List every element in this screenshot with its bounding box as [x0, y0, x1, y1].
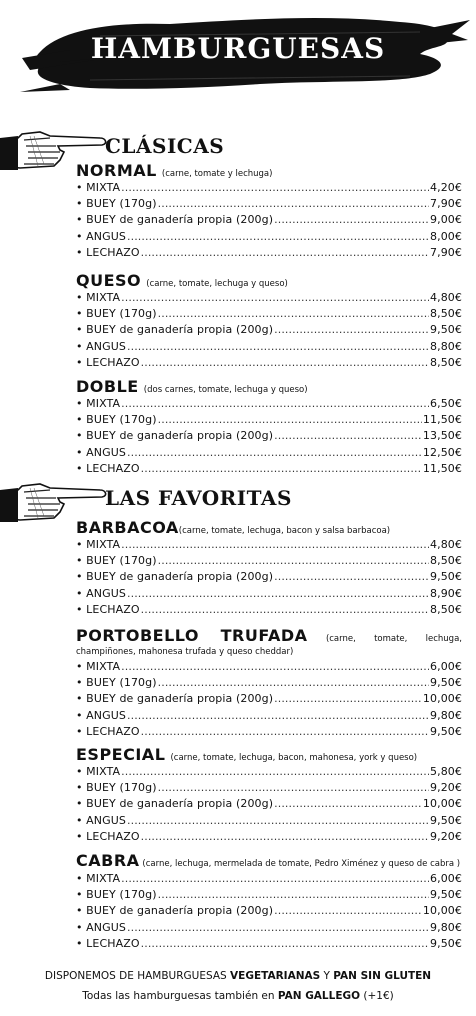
variant-price: 9,80€	[430, 920, 462, 934]
variant-price: 9,00€	[430, 213, 462, 227]
variant-price: 9,50€	[430, 676, 462, 690]
variant-label: • MIXTA	[76, 660, 121, 673]
variant-label: • LECHAZO	[76, 461, 140, 475]
variant-price: 8,50€	[430, 554, 462, 568]
footer-text: Todas las hamburguesas también en	[82, 990, 278, 1002]
price-row	[76, 813, 462, 829]
variant-price: 9,50€	[430, 888, 462, 902]
variant-label: • ANGUS	[76, 813, 126, 827]
variant-label: • BUEY de ganadería propia (200g)	[76, 797, 274, 811]
price-row	[76, 829, 462, 845]
variant-price: 6,50€	[430, 397, 462, 410]
price-row	[76, 796, 462, 812]
variant-label: • BUEY de ganadería propia (200g)	[76, 570, 274, 584]
price-row	[76, 675, 462, 691]
variant-label: • LECHAZO	[76, 936, 140, 950]
variant-label: • ANGUS	[76, 229, 126, 243]
price-row	[76, 322, 462, 338]
price-row	[76, 569, 462, 585]
burger-description: (dos carnes, tomate, lechuga y queso)	[143, 385, 308, 395]
variant-price: 6,00€	[430, 872, 462, 885]
variant-price: 8,50€	[430, 602, 462, 616]
variant-label: • MIXTA	[76, 397, 121, 410]
variant-price: 8,90€	[430, 586, 462, 600]
burger-name: DOBLE	[76, 377, 139, 396]
variant-label: • BUEY (170g)	[76, 307, 157, 321]
variant-label: • BUEY (170g)	[76, 554, 157, 568]
burger-name: BARBACOA	[76, 518, 179, 537]
variant-price: 9,50€	[430, 570, 462, 584]
variant-label: • BUEY (170g)	[76, 781, 157, 795]
footer-note-bread	[0, 990, 476, 1002]
variant-price: 7,90€	[430, 245, 462, 259]
price-row	[76, 396, 462, 412]
burger-name: CABRA	[76, 851, 140, 870]
burger-barbacoa	[76, 519, 462, 618]
price-row	[76, 708, 462, 724]
variant-price: 8,50€	[430, 355, 462, 369]
variant-price: 9,50€	[430, 323, 462, 337]
price-row	[76, 724, 462, 740]
variant-price: 7,90€	[430, 197, 462, 211]
variant-label: • LECHAZO	[76, 355, 140, 369]
price-row	[76, 920, 462, 936]
price-row	[76, 871, 462, 887]
price-row	[76, 936, 462, 952]
variant-price: 4,80€	[430, 291, 462, 304]
burger-description: (carne, tomate, lechuga, bacon, mahonesa, york y queso)	[170, 753, 418, 763]
price-row	[76, 412, 462, 428]
variant-label: • BUEY (170g)	[76, 676, 157, 690]
price-row	[76, 537, 462, 553]
footer-text: (+1€)	[360, 990, 394, 1002]
footer-note-vegetarian	[0, 970, 476, 982]
variant-label: • BUEY de ganadería propia (200g)	[76, 323, 274, 337]
variant-price: 9,80€	[430, 708, 462, 722]
burger-portobello-trufada	[76, 627, 462, 740]
variant-price: 8,00€	[430, 229, 462, 243]
burger-doble	[76, 378, 462, 477]
burger-name: QUESO	[76, 271, 142, 290]
price-row	[76, 428, 462, 444]
price-row	[76, 887, 462, 903]
price-row	[76, 355, 462, 371]
burger-description: (carne, tomate, lechuga, bacon y salsa barbacoa)	[178, 526, 391, 536]
variant-price: 10,00€	[422, 797, 462, 811]
variant-label: • MIXTA	[76, 872, 121, 885]
variant-label: • LECHAZO	[76, 602, 140, 616]
price-row	[76, 659, 462, 675]
variant-price: 8,50€	[430, 307, 462, 321]
variant-label: • BUEY de ganadería propia (200g)	[76, 904, 274, 918]
variant-price: 12,50€	[422, 445, 462, 459]
variant-price: 9,20€	[430, 829, 462, 843]
header-banner	[0, 0, 476, 100]
variant-price: 9,20€	[430, 781, 462, 795]
variant-price: 6,00€	[430, 660, 462, 673]
variant-label: • BUEY (170g)	[76, 413, 157, 427]
variant-price: 8,80€	[430, 339, 462, 353]
variant-label: • ANGUS	[76, 586, 126, 600]
footer-text: Y	[320, 970, 334, 982]
variant-label: • LECHAZO	[76, 245, 140, 259]
variant-price: 11,50€	[422, 413, 462, 427]
footer-text: DISPONEMOS DE HAMBURGUESAS	[44, 970, 231, 982]
burger-queso	[76, 272, 462, 371]
variant-label: • BUEY (170g)	[76, 888, 157, 902]
footer-highlight: VEGETARIANAS	[230, 970, 321, 982]
price-row	[76, 290, 462, 306]
price-row	[76, 212, 462, 228]
price-row	[76, 306, 462, 322]
burger-cabra	[76, 852, 462, 952]
footer-highlight: PAN SIN GLUTEN	[333, 970, 432, 982]
price-row	[76, 903, 462, 919]
price-row	[76, 339, 462, 355]
price-row	[76, 229, 462, 245]
variant-price: 5,80€	[430, 765, 462, 778]
burger-name: PORTOBELLO TRUFADA	[76, 626, 308, 645]
variant-price: 4,20€	[430, 181, 462, 194]
variant-label: • LECHAZO	[76, 724, 140, 738]
burger-description: (carne, lechuga, mermelada de tomate, Pedro Ximénez y queso de cabra )	[142, 859, 461, 869]
page-title: HAMBURGUESAS	[90, 32, 386, 65]
price-row	[76, 553, 462, 569]
variant-label: • MIXTA	[76, 765, 121, 778]
variant-price: 9,50€	[430, 724, 462, 738]
variant-price: 10,00€	[422, 692, 462, 706]
variant-label: • BUEY (170g)	[76, 197, 157, 211]
variant-price: 11,50€	[422, 461, 462, 475]
variant-price: 9,50€	[430, 936, 462, 950]
price-row	[76, 445, 462, 461]
price-row	[76, 780, 462, 796]
variant-price: 4,80€	[430, 538, 462, 551]
burger-name: ESPECIAL	[76, 745, 166, 764]
price-row	[76, 245, 462, 261]
variant-label: • BUEY de ganadería propia (200g)	[76, 429, 274, 443]
footer-highlight: PAN GALLEGO	[277, 990, 361, 1002]
variant-label: • BUEY de ganadería propia (200g)	[76, 692, 274, 706]
price-row	[76, 602, 462, 618]
variant-price: 10,00€	[422, 904, 462, 918]
burger-normal	[76, 162, 462, 261]
price-row	[76, 196, 462, 212]
variant-price: 9,50€	[430, 813, 462, 827]
section-title: LAS FAVORITAS	[105, 486, 292, 510]
burger-description: (carne, tomate, lechuga, champiñones, mahonesa trufada y queso cheddar)	[76, 634, 462, 657]
section-title: CLÁSICAS	[105, 134, 225, 158]
variant-label: • BUEY de ganadería propia (200g)	[76, 213, 274, 227]
burger-name: NORMAL	[76, 161, 157, 180]
variant-label: • ANGUS	[76, 708, 126, 722]
price-row	[76, 461, 462, 477]
price-row	[76, 586, 462, 602]
variant-label: • ANGUS	[76, 445, 126, 459]
variant-label: • MIXTA	[76, 291, 121, 304]
variant-price: 13,50€	[422, 429, 462, 443]
variant-label: • ANGUS	[76, 920, 126, 934]
price-row	[76, 764, 462, 780]
price-row	[76, 180, 462, 196]
burger-especial	[76, 746, 462, 845]
price-row	[76, 691, 462, 707]
variant-label: • MIXTA	[76, 538, 121, 551]
variant-label: • LECHAZO	[76, 829, 140, 843]
variant-label: • ANGUS	[76, 339, 126, 353]
variant-label: • MIXTA	[76, 181, 121, 194]
burger-description: (carne, tomate y lechuga)	[161, 169, 273, 179]
burger-description: (carne, tomate, lechuga y queso)	[146, 279, 288, 289]
